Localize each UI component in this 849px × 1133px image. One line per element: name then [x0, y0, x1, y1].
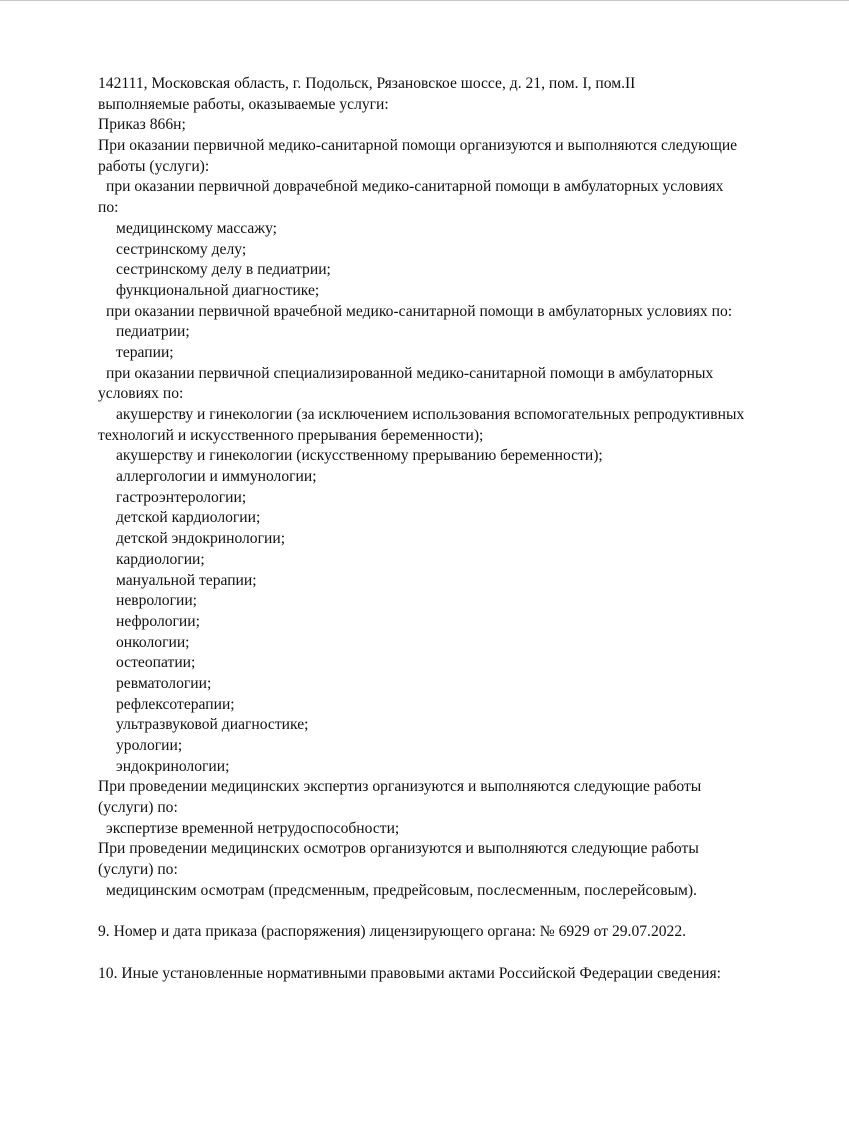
list-item: терапии;: [116, 343, 174, 361]
list-item: неврологии;: [116, 592, 198, 610]
expertise-intro: При проведении медицинских экспертиз организуются и выполняются следующие работы: [98, 778, 702, 796]
specialized-heading-cont: условиях по:: [98, 385, 184, 403]
list-item: детской эндокринологии;: [116, 530, 286, 548]
document-body: [98, 74, 818, 984]
list-item: акушерству и гинекологии (за исключением использования вспомогательных репродуктивных: [116, 406, 745, 423]
expertise-intro-cont: (услуги) по:: [98, 799, 178, 817]
list-item: мануальной терапии;: [116, 571, 257, 589]
list-item: остеопатии;: [116, 654, 196, 672]
list-item: функциональной диагностике;: [116, 281, 320, 299]
spacer: [98, 943, 818, 964]
list-item: гастроэнтерологии;: [116, 488, 247, 506]
works-label: выполняемые работы, оказываемые услуги:: [98, 95, 389, 113]
list-item: сестринскому делу в педиатрии;: [116, 261, 331, 279]
list-item: медицинским осмотрам (предсменным, предрейсовым, послесменным, послерейсовым).: [106, 881, 697, 899]
list-item: детской кардиологии;: [116, 509, 261, 527]
section-9-order-number: 9. Номер и дата приказа (распоряжения) лицензирующего органа: № 6929 от 29.07.2022.: [98, 923, 687, 941]
list-item: ультразвуковой диагностике;: [116, 716, 309, 734]
list-item: медицинскому массажу;: [116, 219, 278, 237]
list-item: сестринскому делу;: [116, 240, 247, 258]
list-item: онкологии;: [116, 633, 190, 651]
checkups-intro: При проведении медицинских осмотров организуются и выполняются следующие работы: [98, 840, 699, 858]
list-item: педиатрии;: [116, 323, 190, 341]
list-item: нефрологии;: [116, 612, 200, 630]
vrach-heading: при оказании первичной врачебной медико-санитарной помощи в амбулаторных условиях по:: [106, 302, 733, 320]
primary-care-intro: При оказании первичной медико-санитарной помощи организуются и выполняются следующие: [98, 137, 738, 155]
order-reference: Приказ 866н;: [98, 116, 186, 134]
specialized-heading: при оказании первичной специализированной медико-санитарной помощи в амбулаторных: [106, 364, 714, 382]
prevrach-heading-cont: по:: [98, 199, 119, 217]
list-item: эндокринологии;: [116, 757, 230, 775]
list-item: ревматологии;: [116, 674, 212, 692]
spacer: [98, 902, 818, 923]
list-item: акушерству и гинекологии (искусственному прерыванию беременности);: [116, 447, 603, 465]
list-item: рефлексотерапии;: [116, 695, 235, 713]
list-item: урологии;: [116, 737, 183, 754]
list-item: кардиологии;: [116, 550, 205, 568]
list-item: аллергологии и иммунологии;: [116, 468, 317, 486]
primary-care-intro-cont: работы (услуги):: [98, 157, 210, 175]
list-item: экспертизе временной нетрудоспособности;: [106, 819, 400, 837]
prevrach-heading: при оказании первичной доврачебной медико-санитарной помощи в амбулаторных условиях: [106, 178, 724, 196]
address-line: 142111, Московская область, г. Подольск, Рязановское шоссе, д. 21, пом. I, пом.II: [98, 75, 636, 92]
checkups-intro-cont: (услуги) по:: [98, 861, 178, 879]
section-10-other-info: 10. Иные установленные нормативными правовыми актами Российской Федерации сведения:: [98, 964, 722, 982]
list-item-cont: технологий и искусственного прерывания беременности);: [98, 426, 484, 444]
